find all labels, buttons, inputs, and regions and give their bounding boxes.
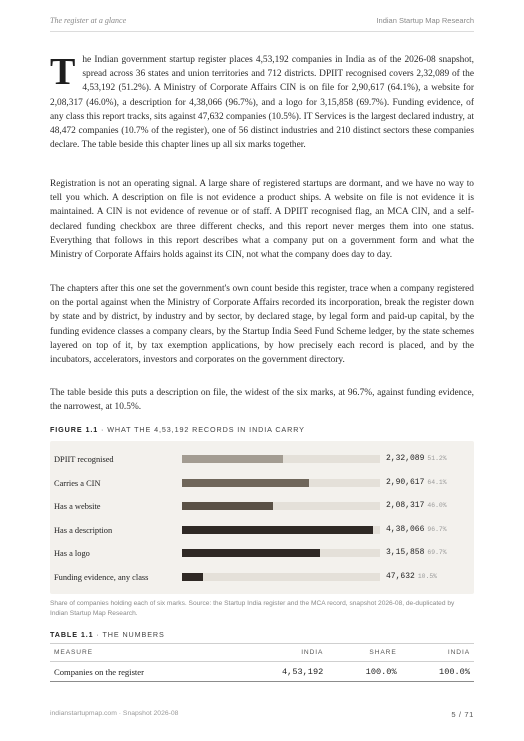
drop-cap: T [50, 51, 76, 93]
table-row [50, 662, 474, 682]
bar-percent-label: 69.7% [427, 549, 447, 556]
bar-percent-label: 10.5% [417, 572, 437, 580]
bar-track [182, 502, 380, 510]
bar-percent-label: 46.0% [427, 502, 447, 509]
chapter-title: The register at a glance [50, 16, 127, 25]
footer-source: indianstartupmap.com · Snapshot 2026-08 [50, 710, 179, 717]
table-caption [50, 630, 165, 639]
column-header-share: SHARE [327, 644, 400, 662]
bar [182, 526, 373, 534]
bar-value-label: 2,08,317 46.0% [386, 501, 447, 510]
bar-track [182, 549, 380, 557]
bar-label: Funding evidence, any class [54, 572, 149, 582]
table-cell-india-share: 100.0% [401, 662, 474, 682]
bar-percent-label: 51.2% [427, 455, 447, 462]
chart-row [50, 545, 474, 565]
figure-number: FIGURE 1.1 [50, 425, 99, 434]
figure-title: · WHAT THE 4,53,192 RECORDS IN INDIA CARRY [98, 425, 305, 434]
numbers-table [50, 643, 474, 682]
figure-note: Share of companies holding each of six marks. Source: the Startup India register and the MCA record, snapshot 2026-08, de-duplicated by Indian Startup Map Research. [50, 600, 455, 618]
page-footer [50, 710, 474, 719]
bar-label: Carries a CIN [54, 478, 101, 488]
chart-row [50, 522, 474, 542]
publication-name: Indian Startup Map Research [376, 16, 474, 25]
bar-track [182, 455, 380, 463]
page-number: 5 / 71 [451, 710, 474, 719]
bar-value-label: 47,632 10.5% [386, 571, 437, 581]
bar-value-label: 3,15,858 69.7% [386, 548, 447, 557]
bar-track [182, 479, 380, 487]
chart-row [50, 569, 474, 589]
column-header-measure: MEASURE [50, 644, 235, 662]
intro-paragraph [50, 53, 474, 152]
bar-track [182, 526, 380, 534]
table-title: · THE NUMBERS [93, 630, 165, 639]
bar-chart [50, 441, 474, 594]
bar [182, 502, 273, 510]
bar-track [182, 573, 380, 581]
bar-label: Has a description [54, 525, 113, 535]
column-header-india: INDIA [235, 644, 328, 662]
bar-value-label: 4,38,066 96.7% [386, 524, 447, 534]
bar-value-label: 2,32,089 51.2% [386, 454, 447, 463]
header-divider [50, 31, 474, 32]
chapters-paragraph: The chapters after this one set the government's own count beside this register, trace when a company registered on the portal against when the Ministry of Corporate Affairs recorded its incorporation, break the register down by state and by district, by industry and by sector, by declared stage, by legal form and paid-up capital, by the funding evidence classes a company clears, by the Startup India Seed Fund Scheme ledger, by the state schemes layered on top of it, by tax exemption applications, by how precisely each record is placed, and by the incubators, accelerators, investors and corporates on the government directory. [50, 284, 474, 366]
bar-percent-label: 64.1% [427, 478, 447, 486]
chart-row [50, 475, 474, 495]
table-number: TABLE 1.1 [50, 630, 94, 639]
bar-percent-label: 96.7% [427, 525, 447, 533]
column-header-india-share: INDIA [401, 644, 474, 662]
figure-caption [50, 425, 305, 434]
table-cell-count: 4,53,192 [235, 662, 328, 682]
bar [182, 549, 320, 557]
bar-label: DPIIT recognised [54, 455, 114, 464]
summary-paragraph: The table beside this puts a description on file, the widest of the six marks, at 96.7%, against funding evidence, the narrowest, at 10.5%. [50, 388, 474, 413]
bar [182, 455, 283, 463]
bar-label: Has a logo [54, 549, 90, 558]
table-cell-measure: Companies on the register [50, 662, 235, 682]
table-header-row [50, 644, 474, 662]
bar [182, 573, 203, 581]
chart-row [50, 498, 474, 518]
table-cell-share: 100.0% [327, 662, 400, 682]
intro-text: he Indian government startup register places 4,53,192 companies in India as of the 2026-08 snapshot, spread across 36 states and union territories and 712 districts. DPIIT recognised covers 2,32,089 of the 4,53,192 (51.2%). A Ministry of Corporate Affairs CIN is on file for 2,90,617 (64.1%), a website for 2,08,317 (46.0%), a description for 4,38,066 (96.7%), and a logo for 3,15,858 (69.7%). Funding evidence, of any class this report tracks, sits against 47,632 companies (10.5%). IT Services is the largest declared industry, at 48,472 companies (10.7% of the register), one of 56 distinct industries and 210 distinct sectors these companies declare. The table beside this chapter lines up all six marks together. [50, 55, 474, 151]
bar-value-label: 2,90,617 64.1% [386, 477, 447, 487]
bar [182, 479, 309, 487]
bar-label: Has a website [54, 502, 101, 511]
caveat-paragraph: Registration is not an operating signal. A large share of registered startups are dormant, and we have no way to tell you which. A description on file is not evidence a product ships. A website on file is not evidence it is maintained. A CIN is not evidence of revenue or of staff. A DPIIT recognised flag, an MCA CIN, and a self-declared funding checkbox are three different checks, and this report never merges them into one status. Everything that follows in this report describes what a company put on a government form and what the Ministry of Corporate Affairs holds against its CIN, not what the company does day to day. [50, 179, 474, 261]
chart-row [50, 451, 474, 471]
running-head [50, 16, 474, 28]
